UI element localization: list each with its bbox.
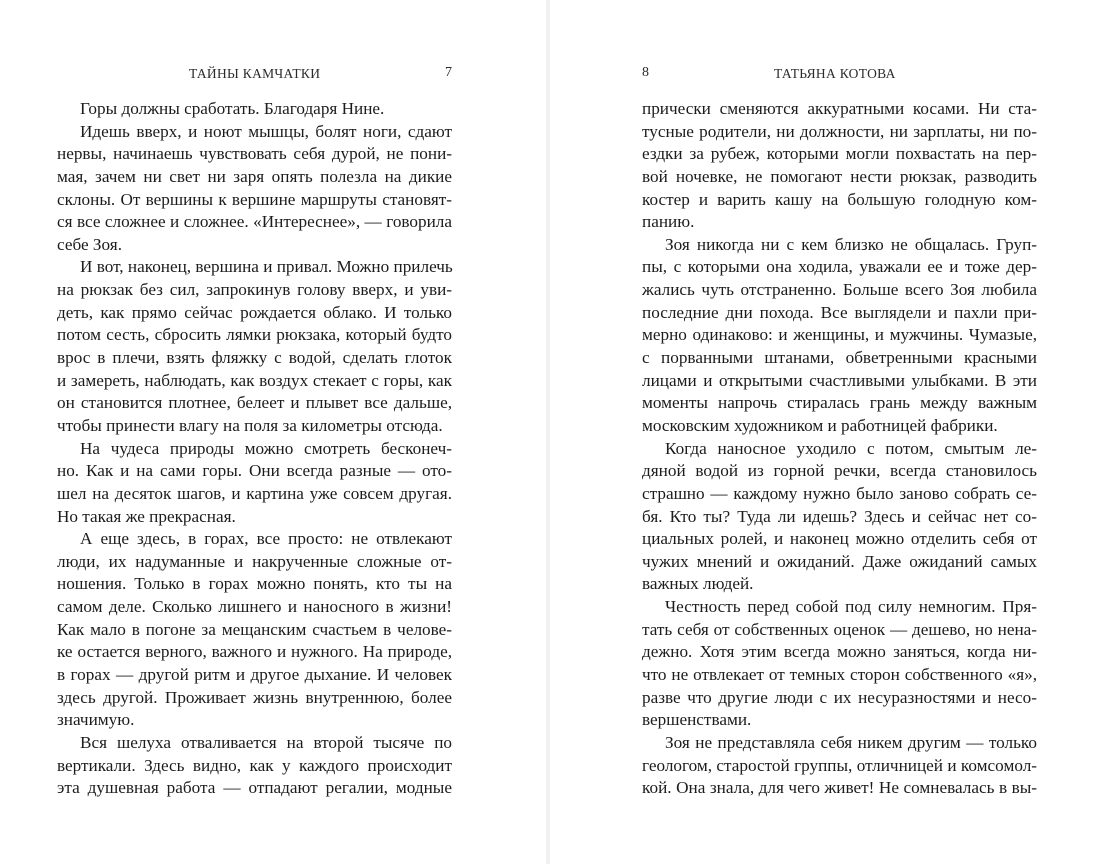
text-line: деть, как прямо сейчас рождается облако. И только [57,302,452,322]
text-line: Зоя никогда ни с кем близко не общалась. Груп- [665,234,1037,254]
right-page [550,0,1093,864]
text-line: Когда наносное уходило с потом, смытым ле- [665,438,1037,458]
text-line: последние дни похода. Все выглядели и пахли при- [642,302,1037,322]
text-line: себе Зоя. [57,234,122,254]
text-line: дяной водой из горной речки, всегда становилось [642,461,1037,481]
text-line: ношения. Только в горах можно понять, кто ты на [57,574,452,594]
text-line: страшно — каждому нужно было заново собрать се- [642,483,1037,503]
paragraph [57,438,452,529]
text-line: И вот, наконец, вершина и привал. Можно прилечь [80,257,453,277]
text-line: здесь другой. Проживает жизнь внутреннюю, более [57,687,452,707]
text-line: вертикали. Здесь видно, как у каждого происходит [57,755,452,775]
paragraph [642,98,1037,234]
text-line: чужих мнений и ожиданий. Даже ожиданий самых [642,551,1037,571]
text-line: панию. [642,212,695,232]
text-line: и замереть, наблюдать, как воздух стекает с горы, как [57,370,452,390]
text-line: люди, их надуманные и накрученные сложные от- [57,551,452,571]
text-line: Вся шелуха отваливается на второй тысяче по [80,732,452,752]
paragraph [642,234,1037,438]
paragraph [57,528,452,732]
text-line: склоны. От вершины к вершине маршруты становят- [57,189,452,209]
text-line: Но такая же прекрасная. [57,506,236,526]
text-line: эта душевная работа — отпадают регалии, модные [57,778,452,798]
text-line: вершенствами. [642,710,752,730]
text-line: мая, зачем ни свет ни заря опять полезла на дикие [57,166,452,186]
text-line: жались чуть отстраненно. Больше всего Зоя любила [642,280,1037,300]
paragraph [642,596,1037,732]
text-line: ся все сложнее и сложнее. «Интереснее», — говорила [57,212,452,232]
text-line: ездки за рубеж, которыми могли похвастать на пер- [642,144,1037,164]
page-number: 7 [445,65,452,80]
text-line: Горы должны сработать. Благодаря Нине. [80,99,385,118]
text-line: самом деле. Сколько лишнего и наносного в жизни! [57,597,452,617]
text-line: пы, с которыми она ходила, уважали ее и тоже дер- [642,257,1037,277]
text-line: потом сесть, сбросить лямки рюкзака, который будто [57,325,452,345]
paragraph [57,256,452,437]
text-line: разве что другие люди с их несуразностями и несо- [642,687,1037,707]
text-line: в горах — другой ритм и другое дыхание. И человек [57,665,452,685]
paragraph [57,121,452,257]
text-line: тать себя от собственных оценок — дешево, но нена- [642,619,1037,639]
text-line: московским художником и работницей фабрики. [642,415,998,435]
paragraph [642,438,1037,596]
text-line: вой ночевке, не помогают нести рюкзак, разводить [642,166,1037,186]
text-line: что не отвлекает от темных сторон собственного «я», [642,665,1037,685]
text-line: дежно. Хотя этим всегда можно заняться, когда ни- [642,642,1037,662]
left-page [0,0,546,864]
text-line: на рюкзак без сил, запрокинув голову вверх, и уви- [57,280,452,300]
paragraph [57,732,452,800]
text-line: с порванными штанами, обветренными красными [642,348,1037,368]
running-head-book-title: ТАЙНЫ КАМЧАТКИ [189,66,321,81]
text-line: он становится плотнее, белеет и плывет все дальше, [57,393,452,413]
text-line: значимую. [57,710,135,730]
text-line: лицами и открытыми счастливыми улыбками. В эти [642,370,1037,390]
text-line: нервы, начинаешь чувствовать себя дурой, не пони- [57,144,452,164]
body-text [57,98,452,800]
paragraph [642,732,1037,800]
page-number: 8 [642,65,649,80]
text-line: моменты напрочь стиралась грань между важным [642,393,1037,413]
text-line: прически сменяются аккуратными косами. Ни ста- [642,99,1037,118]
text-line: На чудеса природы можно смотреть бесконеч- [80,438,452,458]
text-line: геологом, старостой группы, отличницей и комсомол- [642,755,1037,775]
text-line: костер и варить кашу на большую голодную ком- [642,189,1037,209]
running-head-author: ТАТЬЯНА КОТОВА [774,66,896,81]
text-line: Честность перед собой под силу немногим. Пря- [665,597,1037,617]
text-line: шел на десяток шагов, и картина уже совсем другая. [57,483,452,503]
text-line: но. Как и на сами горы. Они всегда разные — ото- [57,461,452,481]
text-line: важных людей. [642,574,754,594]
text-line: мерно одинаково: и женщины, и мужчины. Чумазые, [642,325,1037,345]
paragraph [57,98,452,121]
text-line: Как мало в погоне за мещанским счастьем в челове- [57,619,452,639]
text-line: врос в плечи, взять фляжку с водой, сделать глоток [57,348,452,368]
text-line: тусные родители, ни должности, ни зарплаты, ни по- [642,121,1037,141]
text-line: Зоя не представляла себя никем другим — только [665,732,1037,752]
text-line: Идешь вверх, и ноют мышцы, болят ноги, сдают [80,121,452,141]
text-line: кой. Она знала, для чего живет! Не сомневалась в вы- [642,778,1037,798]
text-line: А еще здесь, в горах, все просто: не отвлекают [80,529,452,549]
text-line: бя. Кто ты? Туда ли идешь? Здесь и сейчас нет со- [642,506,1037,526]
text-line: чтобы принести влагу на поля за километры отсюда. [57,415,443,435]
text-line: циальных ролей, и наконец можно отделить себя от [642,529,1037,549]
text-line: ке остается верного, важного и нужного. На природе, [57,642,452,662]
body-text [642,98,1037,800]
